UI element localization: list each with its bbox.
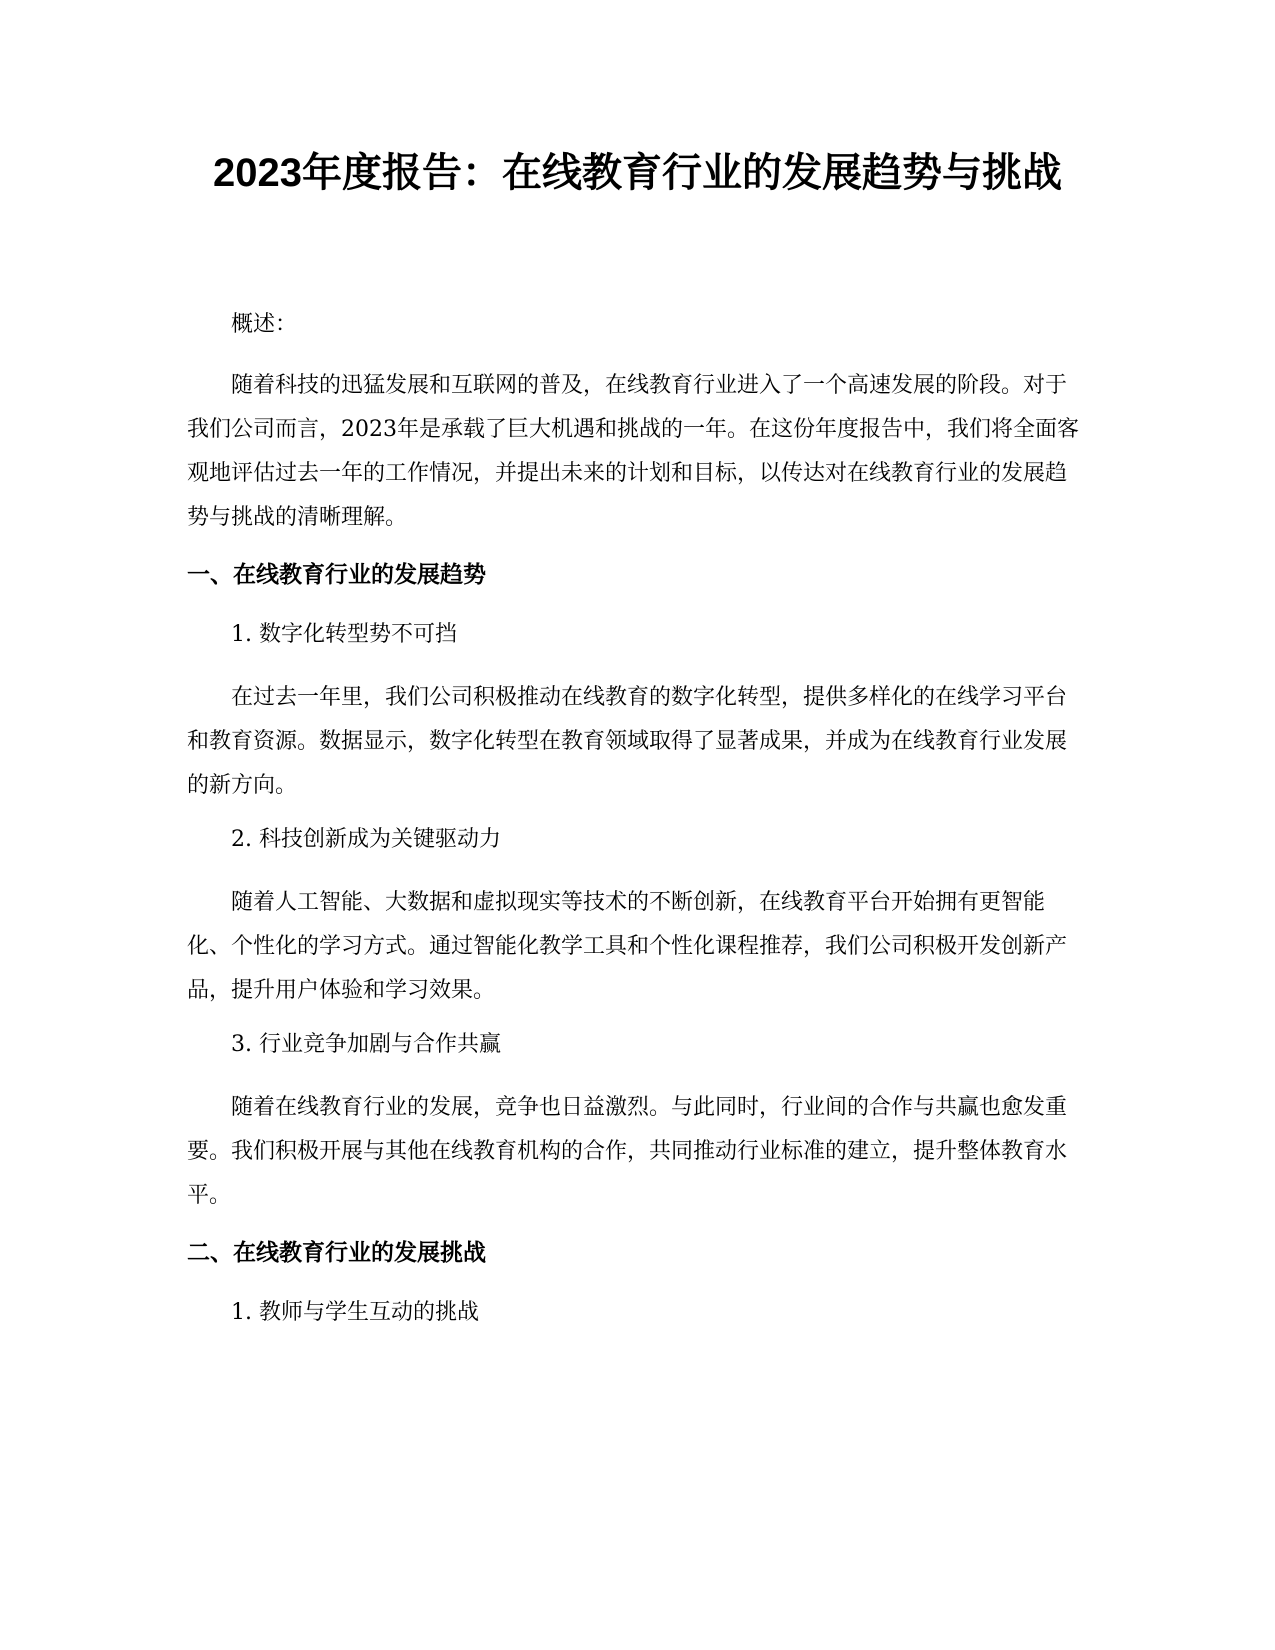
trend-item-text-3: 随着在线教育行业的发展，竞争也日益激烈。与此同时，行业间的合作与共赢也愈发重要。我们积极开展与其他在线教育机构的合作，共同推动行业标准的建立，提升整体教育水平。 <box>187 1095 1068 1208</box>
section-heading-challenges: 二、在线教育行业的发展挑战 <box>187 1239 486 1265</box>
challenge-item-title-1: 1. 教师与学生互动的挑战 <box>231 1300 479 1325</box>
overview-paragraph: 随着科技的迅猛发展和互联网的普及，在线教育行业进入了一个高速发展的阶段。对于我们公司而言，2023年是承载了巨大机遇和挑战的一年。在这份年度报告中，我们将全面客观地评估过去一年的工作情况，并提出未来的计划和目标，以传达对在线教育行业的发展趋势与挑战的清晰理解。 <box>187 373 1079 530</box>
overview-label: 概述： <box>231 312 298 337</box>
trend-item-title-3: 3. 行业竞争加剧与合作共赢 <box>231 1032 501 1057</box>
trend-item-title-1: 1. 数字化转型势不可挡 <box>231 622 457 647</box>
section-heading-trends: 一、在线教育行业的发展趋势 <box>187 561 486 587</box>
document-title: 2023年度报告：在线教育行业的发展趋势与挑战 <box>213 151 1062 195</box>
trend-item-text-2: 随着人工智能、大数据和虚拟现实等技术的不断创新，在线教育平台开始拥有更智能化、个性化的学习方式。通过智能化教学工具和个性化课程推荐，我们公司积极开发创新产品，提升用户体验和学习效果。 <box>187 890 1068 1003</box>
trend-item-text-1: 在过去一年里，我们公司积极推动在线教育的数字化转型，提供多样化的在线学习平台和教育资源。数据显示，数字化转型在教育领域取得了显著成果，并成为在线教育行业发展的新方向。 <box>187 685 1068 798</box>
trend-item-title-2: 2. 科技创新成为关键驱动力 <box>231 827 501 852</box>
